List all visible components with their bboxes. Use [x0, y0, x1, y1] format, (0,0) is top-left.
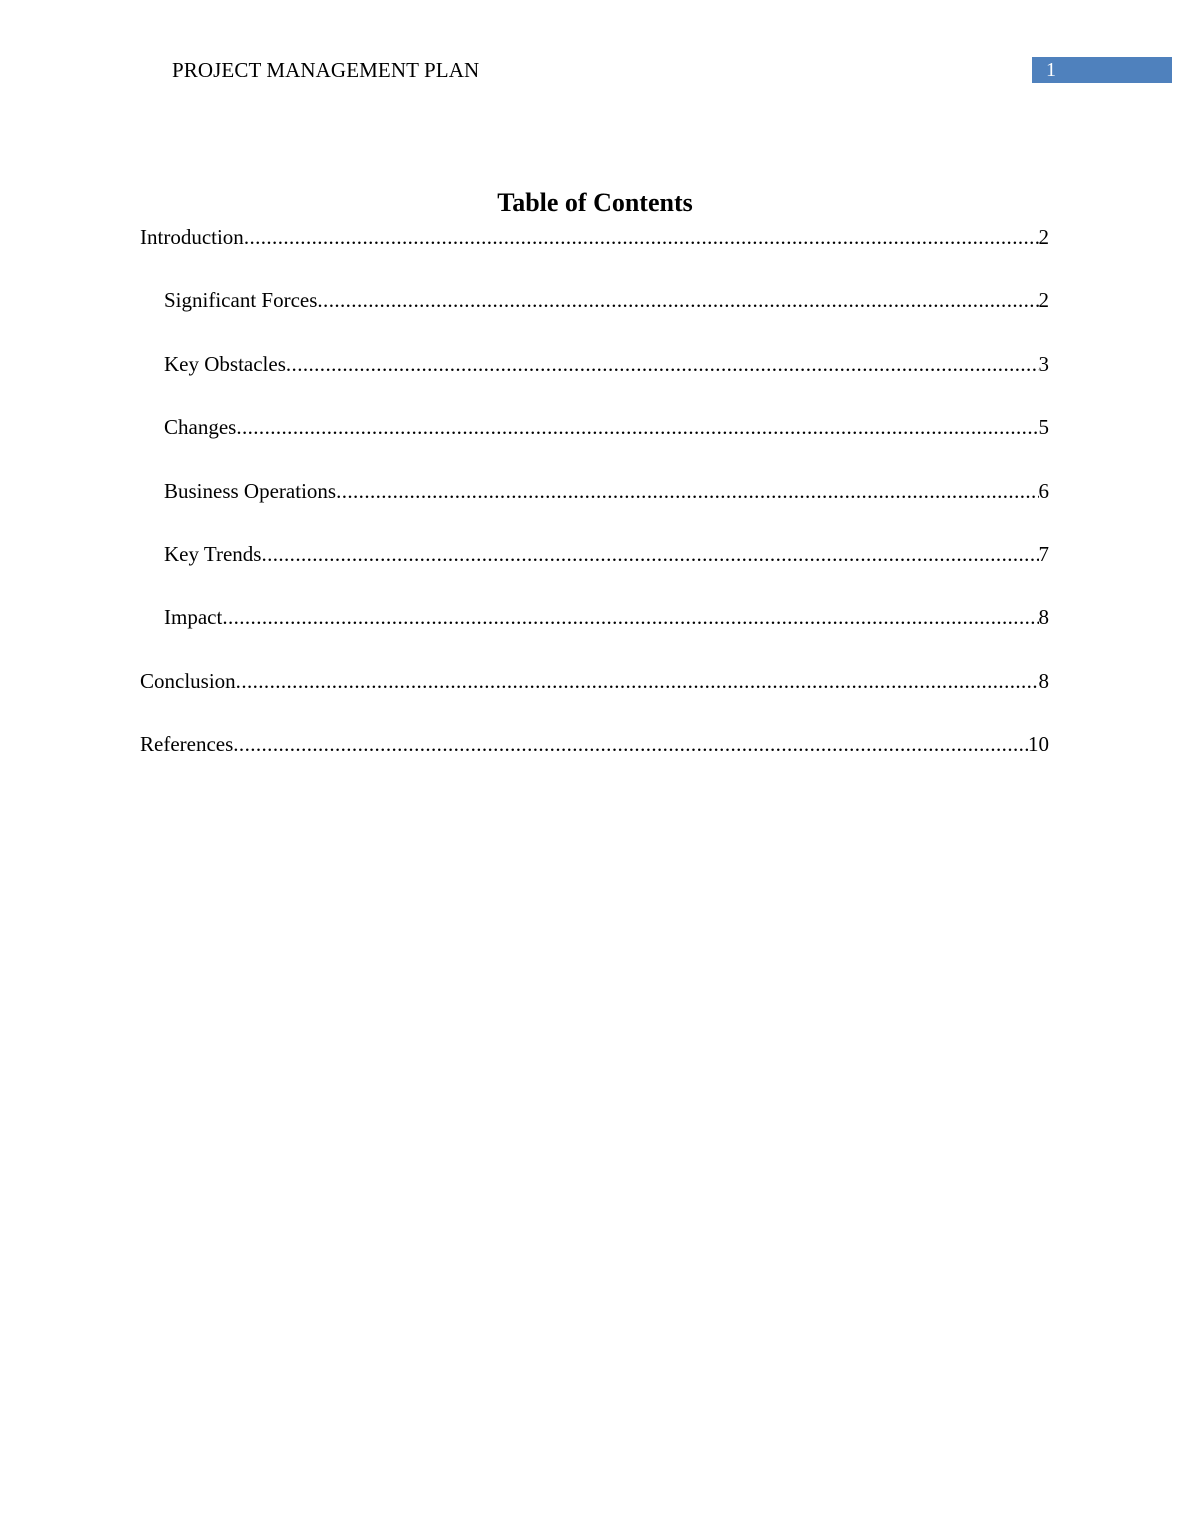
- toc-entry-label: Changes: [164, 415, 237, 440]
- running-header-title: PROJECT MANAGEMENT PLAN: [172, 58, 480, 82]
- toc-entry-label: Significant Forces: [164, 288, 318, 313]
- toc-entry-changes[interactable]: [140, 412, 1049, 475]
- toc-entry-label: Impact: [164, 605, 223, 630]
- toc-heading: Table of Contents: [497, 188, 693, 217]
- toc-entry-label: Conclusion: [140, 668, 236, 693]
- toc-entry-label: Key Obstacles: [164, 351, 286, 376]
- toc-entry-page: 3: [1038, 351, 1049, 376]
- toc-entry-page: 6: [1038, 478, 1049, 503]
- toc-entry-label: References: [140, 732, 234, 757]
- toc-entry-conclusion[interactable]: [140, 666, 1049, 729]
- table-of-contents: [140, 222, 1049, 793]
- dot-leader: [336, 476, 1038, 506]
- toc-entry-page: 8: [1038, 605, 1049, 630]
- toc-entry-introduction[interactable]: [140, 222, 1049, 285]
- toc-entry-label: Introduction: [140, 225, 244, 249]
- toc-entry-page: 2: [1038, 225, 1049, 249]
- toc-entry-page: 2: [1038, 288, 1049, 313]
- dot-leader: [236, 412, 1038, 442]
- toc-entry-business-operations[interactable]: [140, 476, 1049, 539]
- toc-entry-impact[interactable]: [140, 602, 1049, 665]
- toc-entry-page: 7: [1038, 541, 1049, 566]
- toc-entry-references[interactable]: [140, 729, 1049, 792]
- dot-leader: [244, 222, 1039, 252]
- dot-leader: [236, 666, 1039, 696]
- dot-leader: [233, 729, 1028, 759]
- page-number-badge: [1032, 57, 1172, 83]
- toc-entry-page: 10: [1028, 732, 1049, 757]
- toc-entry-label: Business Operations: [164, 478, 337, 503]
- toc-entry-key-trends[interactable]: [140, 539, 1049, 602]
- dot-leader: [317, 285, 1038, 315]
- toc-entry-significant-forces[interactable]: [140, 285, 1049, 348]
- toc-entry-key-obstacles[interactable]: [140, 349, 1049, 412]
- toc-entry-page: 8: [1038, 668, 1049, 693]
- dot-leader: [222, 602, 1038, 632]
- page-number: 1: [1046, 59, 1056, 81]
- dot-leader: [286, 349, 1039, 379]
- toc-entry-label: Key Trends: [164, 541, 262, 566]
- dot-leader: [261, 539, 1038, 569]
- toc-entry-page: 5: [1038, 415, 1049, 440]
